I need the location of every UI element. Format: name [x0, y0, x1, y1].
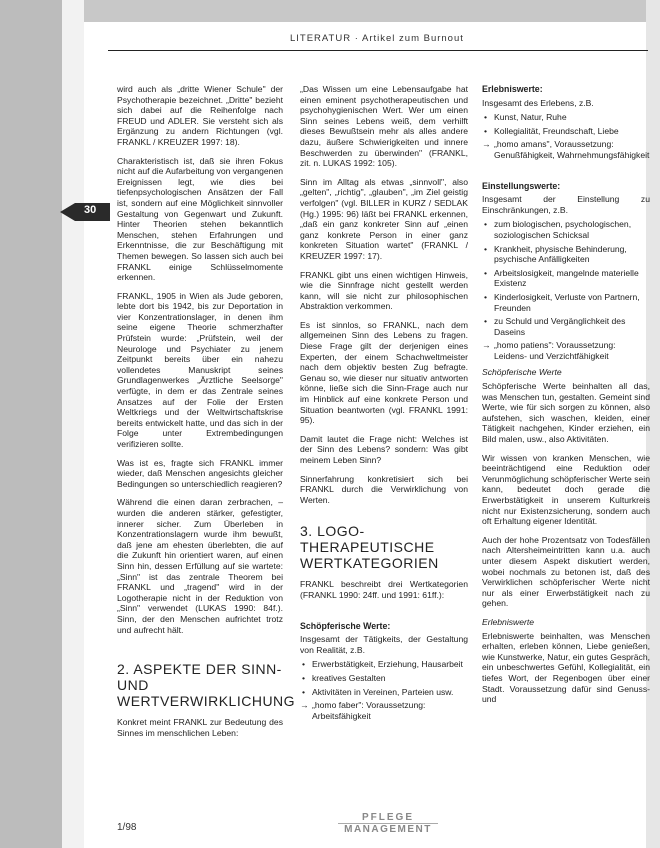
- spacer: [482, 167, 650, 173]
- column-1: [117, 84, 296, 746]
- header-rule: [108, 50, 648, 51]
- running-head: LITERATUR · Artikel zum Burnout: [290, 33, 464, 44]
- bullet-list: [482, 219, 650, 361]
- bullet-list: [300, 659, 468, 721]
- paragraph: Auch der hohe Prozentsatz von Todesfällen nach Altersheimeintritten kann u.a. auch unter diesem Aspekt diskutiert werden, wobei nochmals zu betonen ist, daß des Verwirklichen schöpferischer Werte nicht nur als einer Erwerbstätigkeit nach zu gehen.: [482, 534, 650, 609]
- list-item-arrow: → „homo faber": Voraussetzung: Arbeitsfähigkeit: [300, 700, 468, 721]
- bullet-list: [482, 112, 650, 160]
- list-item: • Erwerbstätigkeit, Erziehung, Hausarbeit: [300, 659, 468, 670]
- paragraph: Sinn im Alltag als etwas „sinnvoll", also „gelten", „richtig", „glauben", „im Ziel geistig verfolgen" (vgl. BILLER in KURZ / SEDLAK (Hg.) 1995: 96) läßt bei FRANKL erkennen, „daß ein ganz konkreter Sinn auf „einen ganz konkrete Person in einer ganz konkreten Situation wartet" (FRANKL / KREUZER 1997: 17).: [300, 176, 468, 261]
- scan-margin: [62, 0, 84, 848]
- list-item: • Aktivitäten in Vereinen, Parteien usw.: [300, 687, 468, 698]
- column-3: [482, 84, 650, 713]
- subheading: Einstellungswerte:: [482, 180, 561, 191]
- section-heading: [117, 661, 296, 710]
- logo-line-1: PFLEGE: [361, 812, 414, 823]
- paragraph: Schöpferische Werte beinhalten all das, was Menschen tun, gestalten. Gemeint sind Werte, wie für sich sorgen zu können, also aufstehen, sich waschen, kleiden, einer Tätigkeit nachgehen, Kinder erziehen, ein Bild malen, usw., also Aktivitäten.: [482, 381, 650, 445]
- paragraph: Charakteristisch ist, daß sie ihren Fokus nicht auf die Aufarbeitung von vergangenen Ereignissen legt, wie dies bei tiefenpsychologischen Ansätzen der Fall ist, sondern auf eine Möglichkeit sinnvoller Gestaltung von Gegenwart und Zukunft. Hinter Theorien stehen bekanntlich Menschen, stehen Erfahrungen und Erkenntnisse, die zur Beschäftigung mit Themen bewegen. So lassen sich auch bei FRANKL einige Schlüsselmomente erkennen.: [117, 155, 283, 283]
- section-title: ASPEKTE DER SINN- UND WERTVERWIRKLICHUNG: [117, 661, 296, 710]
- list-item: • Kinderlosigkeit, Verluste von Partnern, Freunden: [482, 292, 650, 313]
- list-item: • zu Schuld und Vergänglichkeit des Daseins: [482, 316, 650, 337]
- section-title: LOGO-THERAPEUTISCHE WERTKATEGORIEN: [300, 523, 439, 572]
- section-number: 3.: [300, 523, 313, 540]
- paragraph: Insgesamt des Erlebens, z.B.: [482, 97, 594, 108]
- list-item: • Arbeitslosigkeit, mangelnde materielle Existenz: [482, 268, 650, 289]
- paragraph: FRANKL, 1905 in Wien als Jude geboren, lebte dort bis 1942, bis zur Deportation in vier Konzentrationslager, in denen ihm seine eigene Theorie schmerzhafter Prüfstein wurde: „Prüfstein, weil der Neurologe und Psychiater zu jenem Zeitpunkt bereits über ein nahezu vollendetes Manuskript seines Grundlagenwerkes „Ärztliche Seelsorge" verfügte, in dem er das Zentrale seines Ansatzes auf der Folie der Ersten Weltkriegs und der Weltwirtschaftskrise bereits entwickelt hatte, und das sich in der Folge unter Extrembedingungen verifizieren sollte.: [117, 290, 283, 449]
- scan-left-shadow: [0, 0, 62, 848]
- paragraph: FRANKL beschreibt drei Wertkategorien (FRANKL 1990: 24ff. und 1991: 61ff.):: [300, 579, 468, 600]
- page-number: 1/98: [117, 822, 137, 833]
- spacer: [300, 609, 468, 613]
- paragraph: „Das Wissen um eine Lebensaufgabe hat einen eminent psychotherapeutischen und psychohygienischen Wert. Wer um einen Sinn seines Lebens weiß, dem verhilft dieses Bewußtsein mehr als alles andere dazu, äußere Schwierigkeiten und innere Beschwerden zu überwinden" (FRANKL, zit. n. LUKAS 1992: 105).: [300, 84, 468, 169]
- paragraph: Damit lautet die Frage nicht: Welches ist der Sinn des Lebens? sondern: Was gibt meinem Leben Sinn?: [300, 433, 468, 465]
- paragraph: Während die einen daran zerbrachen, – wurden die anderen stärker, gefestigter, innerer sicher. Zum Überleben in Konzentrationslagern wurde ihm bewußt, daß jene am ehesten überlebten, die auf die Zukunft hin orientiert waren, auf einen Sinn hin, dessen Erfüllung auf sie wartete: „Sinn" ist das zentrale Theorem bei FRANKL und „tragend" wird in der Logotherapie nicht in der Reduktion von „Sinn" verwendet (LUKAS 1990: 84f.). Sinn, der den Menschen aufrichtet trotz und aufrecht hält.: [117, 497, 283, 635]
- page-tab-number: 30: [84, 204, 97, 216]
- italic-subheading: Erlebniswerte: [482, 616, 535, 627]
- subheading: Erlebniswerte:: [482, 84, 543, 94]
- subheading: Schöpferische Werte:: [300, 620, 391, 631]
- paragraph: Insgesamt der Tätigkeits, der Gestaltung von Realität, z.B.: [300, 634, 468, 655]
- list-item-arrow: → „homo patiens": Voraussetzung: Leidens- und Verzichtfähigkeit: [482, 340, 650, 361]
- list-item: • kreatives Gestalten: [300, 673, 468, 684]
- spacer: [117, 643, 283, 653]
- list-item: • zum biologischen, psychologischen, soziologischen Schicksal: [482, 219, 650, 240]
- paragraph: wird auch als „dritte Wiener Schule" der Psychotherapie bezeichnet. „Dritte" bezieht sich dabei auf die Reihenfolge nach FREUD und ADLER. Sie versteht sich als Ergänzung zu andern Richtungen (vgl. FRANKL / KREUZER 1997: 18).: [117, 84, 283, 147]
- paragraph: Wir wissen von kranken Menschen, wie beeinträchtigend eine Reduktion oder Verunmöglichung schöpferischer Werte sein kann, bedeutet doch gerade die Erwerbstätigkeit in unserem Kulturkreis nicht nur Existenzsicherung, sondern auch oft Erhaltung eigener Identität.: [482, 452, 650, 527]
- section-number: 2.: [117, 661, 130, 678]
- list-item-arrow: → „homo amans", Voraussetzung: Genußfähigkeit, Wahrnehmungsfähigkeit: [482, 139, 650, 160]
- list-item: • Krankheit, physische Behinderung, psychische Anfälligkeiten: [482, 244, 650, 265]
- column-2: [300, 84, 468, 727]
- paragraph: Sinnerfahrung konkretisiert sich bei FRANKL durch die Verwirklichung von Werten.: [300, 473, 468, 505]
- scan-top-shadow: [0, 0, 660, 22]
- paragraph: Konkret meint FRANKL zur Bedeutung des Sinnes im menschlichen Leben:: [117, 717, 283, 738]
- section-heading: [300, 523, 468, 571]
- journal-logo: [338, 812, 438, 835]
- paragraph: Es ist sinnlos, so FRANKL, nach dem allgemeinen Sinn des Lebens zu fragen. Diese Frage gilt der derjenigen eines Experten, der einem Schachweltmeister nach dem objektiv besten Zug befragte. Genau so, wie dieser nur situativ antworten könne, ließe sich die Sinn-Frage auch nur im Hinblick auf eine konkrete Person und Situation beantworten (vgl. FRANKL 1991: 95).: [300, 319, 468, 426]
- logo-line-2: MANAGEMENT: [338, 823, 438, 835]
- paragraph: Insgesamt der Einstellung zu Einschränkungen, z.B.: [482, 194, 650, 215]
- list-item: • Kollegialität, Freundschaft, Liebe: [482, 126, 650, 137]
- paragraph: Was ist es, fragte sich FRANKL immer wieder, daß Menschen angesichts gleicher Bedingungen so unterschiedlich reagieren?: [117, 457, 283, 489]
- paragraph: FRANKL gibt uns einen wichtigen Hinweis, wie die Sinnfrage nicht gestellt werden kann, will sie nicht zur philosophischen Abstraktion verkommen.: [300, 269, 468, 312]
- list-item: • Kunst, Natur, Ruhe: [482, 112, 650, 123]
- paragraph: Erlebniswerte beinhalten, was Menschen erhalten, erleben können, Liebe genießen, wie Kunstwerke, Natur, ein gutes Gespräch, ein unbeschwertes Gefühl, Kollegialität, ein tiefes Wort, der Regenbogen über einer Stadt. Voraussetzung dafür sind Genuss- und: [482, 630, 650, 705]
- italic-subheading: Schöpferische Werte: [482, 367, 562, 378]
